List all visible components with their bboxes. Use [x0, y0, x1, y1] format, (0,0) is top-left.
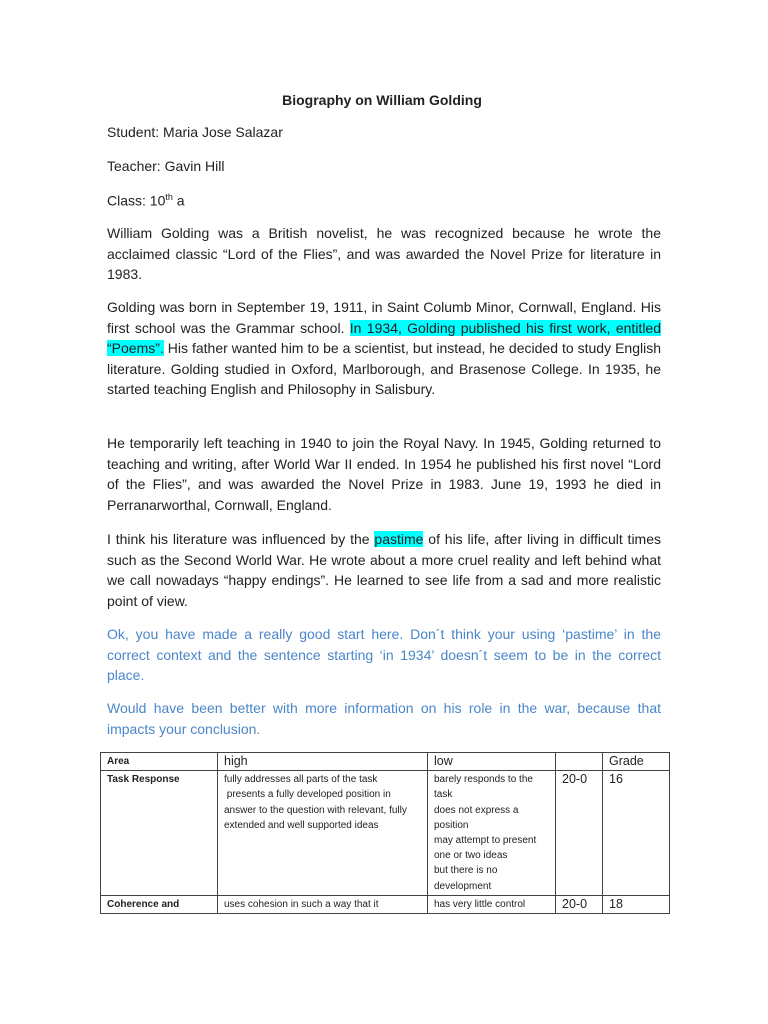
high-descriptor-line: extended and well supported ideas [224, 819, 379, 831]
teacher-line: Teacher: Gavin Hill [107, 158, 225, 174]
teacher-comment-1: Ok, you have made a really good start here. Don´t think your using ‘pastime’ in the correct context and the sentence starting ‘in 1934’ doesn´t seem to be in the correct place. [107, 626, 661, 683]
paragraph-opinion-text-b: of his life, after living in difficult times such as the Second World War. He wrote about a more cruel reality and left behind what we call nowadays “happy endings”. He learned to see life from a sad and more realistic point of view. [107, 531, 662, 609]
low-descriptor-line: may attempt to present one or two ideas [434, 835, 537, 862]
row-area-task-response: Task Response [101, 771, 218, 896]
row-area-coherence: Coherence and [101, 895, 218, 913]
paragraph-career: He temporarily left teaching in 1940 to join the Royal Navy. In 1945, Golding returned to teaching and writing, after World War II ended. In 1954 he published his first novel “Lord of the Flies”, and was awarded the Novel Prize in 1983. June 19, 1993 he died in Perranarworthal, Cornwall, England. [107, 435, 661, 513]
rubric-header-row [101, 753, 670, 771]
rubric-row-task-response [101, 771, 670, 896]
low-descriptor-line: has very little control [434, 898, 526, 910]
rubric-table [100, 752, 670, 914]
header-range [556, 753, 603, 771]
document-title: Biography on William Golding [282, 92, 482, 108]
row-high-descriptors [218, 771, 428, 896]
header-area: Area [101, 753, 218, 771]
low-descriptor-line: but there is no development [434, 865, 498, 892]
paragraph-early-life-text-b: His father wanted him to be a scientist, but instead, he decided to study English literature. Golding studied in Oxford, Marlborough, and Brasenose College. In 1935, he started teaching English and Philosophy in Salisbury. [107, 340, 661, 397]
paragraph-intro: William Golding was a British novelist, he was recognized because he wrote the acclaimed classic “Lord of the Flies”, and was awarded the Novel Prize for literature in 1983. [107, 225, 661, 282]
class-prefix: Class: 10 [107, 192, 166, 209]
rubric-row-coherence [101, 895, 670, 913]
high-descriptor-line: uses cohesion in such a way that it [224, 898, 379, 910]
header-high: high [218, 753, 428, 771]
row-low-descriptors [428, 895, 556, 913]
class-line [107, 192, 185, 209]
paragraph-early-life-text-a: Golding was born in September 19, 1911, in Saint Columb Minor, Cornwall, England. His first school was the Grammar school. [107, 299, 661, 336]
highlighted-1934-sentence: In 1934, Golding published his first work, entitled “Poems”. [107, 319, 662, 356]
row-high-descriptors [218, 895, 428, 913]
class-superscript: th [165, 192, 173, 202]
header-low: low [428, 753, 556, 771]
paragraph-opinion-text-a: I think his literature was influenced by the [107, 531, 375, 547]
student-line: Student: Maria Jose Salazar [107, 124, 283, 140]
highlighted-pastime-word: pastime [374, 531, 424, 547]
high-descriptor-line: presents a fully developed position in answer to the question with relevant, fully [224, 789, 407, 816]
row-score-range: 20-0 [556, 771, 603, 896]
paragraph-early-life [107, 297, 661, 400]
row-low-descriptors [428, 771, 556, 896]
row-grade: 16 [603, 771, 670, 896]
low-descriptor-line: barely responds to the task [434, 774, 533, 801]
teacher-comment-2: Would have been better with more information on his role in the war, because that impacts your conclusion. [107, 700, 661, 737]
class-suffix: a [172, 192, 185, 209]
low-descriptor-line: does not express a position [434, 804, 519, 831]
row-grade: 18 [603, 895, 670, 913]
header-grade: Grade [603, 753, 670, 771]
paragraph-opinion [107, 529, 661, 611]
row-score-range: 20-0 [556, 895, 603, 913]
high-descriptor-line: fully addresses all parts of the task [224, 774, 378, 786]
